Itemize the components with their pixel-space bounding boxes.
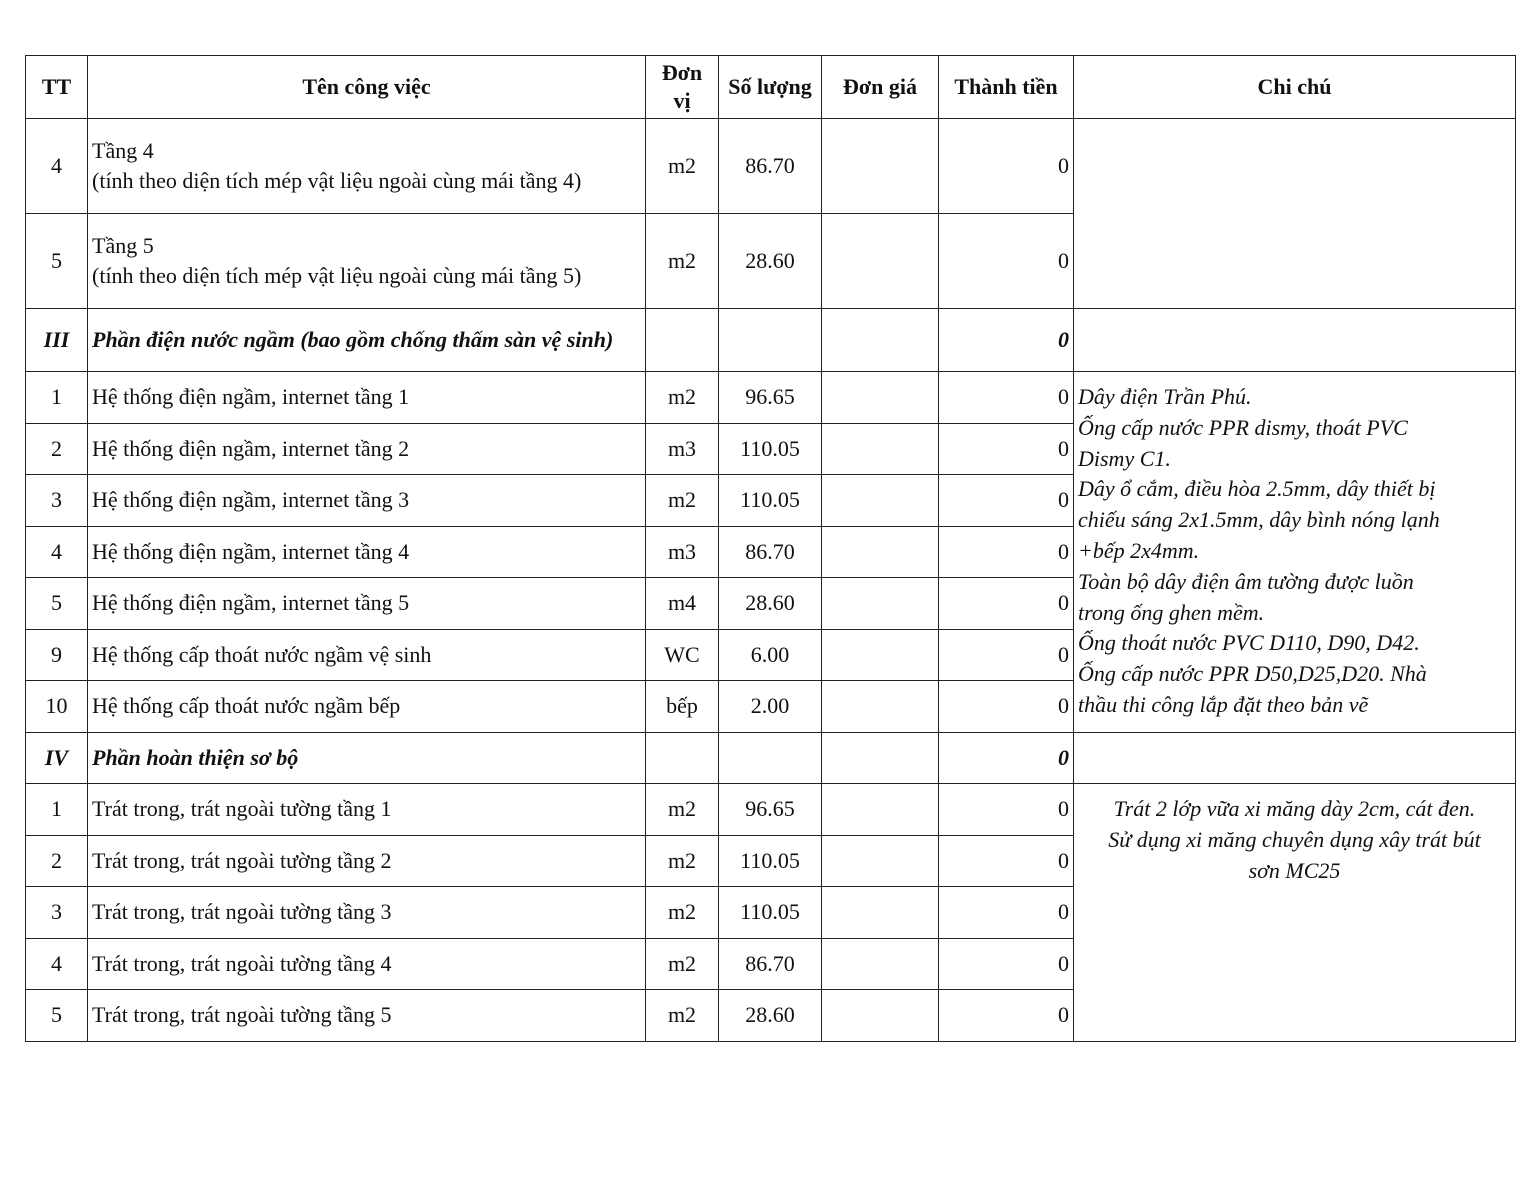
row-tt: 2 — [26, 835, 88, 887]
row-unit: m2 — [646, 119, 719, 214]
row-unit: m3 — [646, 526, 719, 578]
row-unit: m2 — [646, 887, 719, 939]
row-price — [822, 119, 939, 214]
section-title: Phần hoàn thiện sơ bộ — [88, 732, 646, 784]
row-tt: 4 — [26, 526, 88, 578]
note-line: trong ống ghen mềm. — [1078, 599, 1265, 625]
row-qty: 28.60 — [719, 214, 822, 309]
row-tt: 3 — [26, 887, 88, 939]
row-qty: 96.65 — [719, 784, 822, 836]
row-unit: m2 — [646, 475, 719, 527]
row-unit: WC — [646, 629, 719, 681]
row-qty: 110.05 — [719, 835, 822, 887]
section-price — [822, 309, 939, 372]
row-amount: 0 — [939, 578, 1074, 630]
header-price: Đơn giá — [822, 56, 939, 119]
row-qty: 86.70 — [719, 526, 822, 578]
row-name: Hệ thống điện ngầm, internet tầng 1 — [88, 372, 646, 424]
table-row — [26, 372, 1516, 424]
section-amount: 0 — [939, 732, 1074, 784]
row-amount: 0 — [939, 887, 1074, 939]
row-price — [822, 629, 939, 681]
row-tt: 5 — [26, 990, 88, 1042]
row-qty: 6.00 — [719, 629, 822, 681]
row-name-line2: (tính theo diện tích mép vật liệu ngoài cùng mái tầng 5) — [92, 263, 582, 288]
header-qty: Số lượng — [719, 56, 822, 119]
note-line: sơn MC25 — [1248, 857, 1341, 883]
section-tt: III — [26, 309, 88, 372]
row-price — [822, 475, 939, 527]
header-row — [26, 56, 1516, 119]
section-title: Phần điện nước ngầm (bao gồm chống thấm sàn vệ sinh) — [88, 309, 646, 372]
row-price — [822, 938, 939, 990]
row-price — [822, 990, 939, 1042]
note-line: Ống cấp nước PPR D50,D25,D20. Nhà — [1078, 661, 1427, 687]
row-qty: 2.00 — [719, 681, 822, 733]
row-tt: 10 — [26, 681, 88, 733]
row-unit: m4 — [646, 578, 719, 630]
section-note — [1074, 309, 1516, 372]
row-price — [822, 423, 939, 475]
note-line: +bếp 2x4mm. — [1078, 537, 1200, 563]
section-price — [822, 732, 939, 784]
note-line: thầu thi công lắp đặt theo bản vẽ — [1078, 691, 1369, 717]
row-name: Trát trong, trát ngoài tường tầng 2 — [88, 835, 646, 887]
row-tt: 2 — [26, 423, 88, 475]
header-tt: TT — [26, 56, 88, 119]
row-qty: 28.60 — [719, 990, 822, 1042]
row-price — [822, 887, 939, 939]
row-amount: 0 — [939, 372, 1074, 424]
row-qty: 28.60 — [719, 578, 822, 630]
row-qty: 110.05 — [719, 423, 822, 475]
section-tt: IV — [26, 732, 88, 784]
note-line: Dismy C1. — [1078, 445, 1171, 471]
row-unit: m2 — [646, 784, 719, 836]
note-line: Ống thoát nước PVC D110, D90, D42. — [1078, 630, 1420, 656]
row-tt: 1 — [26, 372, 88, 424]
row-unit: m3 — [646, 423, 719, 475]
section-qty — [719, 732, 822, 784]
row-tt: 5 — [26, 214, 88, 309]
row-tt: 4 — [26, 119, 88, 214]
row-name: Hệ thống cấp thoát nước ngầm bếp — [88, 681, 646, 733]
row-tt: 1 — [26, 784, 88, 836]
table-row — [26, 784, 1516, 836]
row-price — [822, 214, 939, 309]
note-line: Ống cấp nước PPR dismy, thoát PVC — [1078, 414, 1408, 440]
row-amount: 0 — [939, 681, 1074, 733]
row-amount: 0 — [939, 835, 1074, 887]
header-note: Chi chú — [1074, 56, 1516, 119]
row-name: Hệ thống cấp thoát nước ngầm vệ sinh — [88, 629, 646, 681]
note-line: Toàn bộ dây điện âm tường được luồn — [1078, 568, 1414, 594]
row-qty: 110.05 — [719, 475, 822, 527]
row-qty: 86.70 — [719, 119, 822, 214]
row-price — [822, 835, 939, 887]
row-unit: m2 — [646, 990, 719, 1042]
row-name: Trát trong, trát ngoài tường tầng 1 — [88, 784, 646, 836]
row-name: Hệ thống điện ngầm, internet tầng 3 — [88, 475, 646, 527]
row-amount: 0 — [939, 784, 1074, 836]
row-price — [822, 526, 939, 578]
row-name-line1: Tầng 5 — [92, 233, 154, 258]
header-name: Tên công việc — [88, 56, 646, 119]
row-tt: 5 — [26, 578, 88, 630]
note-line: Dây điện Trần Phú. — [1078, 384, 1252, 409]
row-price — [822, 681, 939, 733]
header-unit — [646, 56, 719, 119]
row-price — [822, 578, 939, 630]
row-qty: 96.65 — [719, 372, 822, 424]
row-tt: 4 — [26, 938, 88, 990]
section-amount: 0 — [939, 309, 1074, 372]
row-amount: 0 — [939, 475, 1074, 527]
section-unit — [646, 309, 719, 372]
row-name-line2: (tính theo diện tích mép vật liệu ngoài cùng mái tầng 4) — [92, 168, 582, 193]
row-name — [88, 214, 646, 309]
row-name: Hệ thống điện ngầm, internet tầng 4 — [88, 526, 646, 578]
row-amount: 0 — [939, 629, 1074, 681]
row-name: Hệ thống điện ngầm, internet tầng 2 — [88, 423, 646, 475]
row-note-empty — [1074, 119, 1516, 309]
row-amount: 0 — [939, 214, 1074, 309]
note-line: Trát 2 lớp vữa xi măng dày 2cm, cát đen. — [1113, 796, 1476, 821]
row-unit: m2 — [646, 938, 719, 990]
boq-table — [25, 55, 1516, 1042]
mep-note — [1074, 372, 1516, 733]
plaster-note — [1074, 784, 1516, 1042]
note-line: Dây ổ cắm, điều hòa 2.5mm, dây thiết bị — [1078, 476, 1436, 502]
header-amount: Thành tiền — [939, 56, 1074, 119]
section-unit — [646, 732, 719, 784]
row-name: Hệ thống điện ngầm, internet tầng 5 — [88, 578, 646, 630]
row-amount: 0 — [939, 119, 1074, 214]
header-unit-line2: vị — [673, 88, 691, 113]
row-name: Trát trong, trát ngoài tường tầng 4 — [88, 938, 646, 990]
row-qty: 110.05 — [719, 887, 822, 939]
section-note — [1074, 732, 1516, 784]
row-name — [88, 119, 646, 214]
row-amount: 0 — [939, 526, 1074, 578]
row-unit: m2 — [646, 835, 719, 887]
row-amount: 0 — [939, 990, 1074, 1042]
row-unit: bếp — [646, 681, 719, 733]
row-name-line1: Tầng 4 — [92, 138, 154, 163]
row-price — [822, 372, 939, 424]
row-amount: 0 — [939, 938, 1074, 990]
section-row-iv — [26, 732, 1516, 784]
row-qty: 86.70 — [719, 938, 822, 990]
header-unit-line1: Đơn — [661, 60, 703, 85]
row-tt: 3 — [26, 475, 88, 527]
row-unit: m2 — [646, 372, 719, 424]
section-qty — [719, 309, 822, 372]
note-line: Sử dụng xi măng chuyên dụng xây trát bút — [1108, 826, 1481, 852]
row-amount: 0 — [939, 423, 1074, 475]
table-row — [26, 119, 1516, 214]
note-line: chiếu sáng 2x1.5mm, dây bình nóng lạnh — [1078, 507, 1440, 533]
row-name: Trát trong, trát ngoài tường tầng 5 — [88, 990, 646, 1042]
section-row-iii — [26, 309, 1516, 372]
row-tt: 9 — [26, 629, 88, 681]
row-price — [822, 784, 939, 836]
row-name: Trát trong, trát ngoài tường tầng 3 — [88, 887, 646, 939]
row-unit: m2 — [646, 214, 719, 309]
